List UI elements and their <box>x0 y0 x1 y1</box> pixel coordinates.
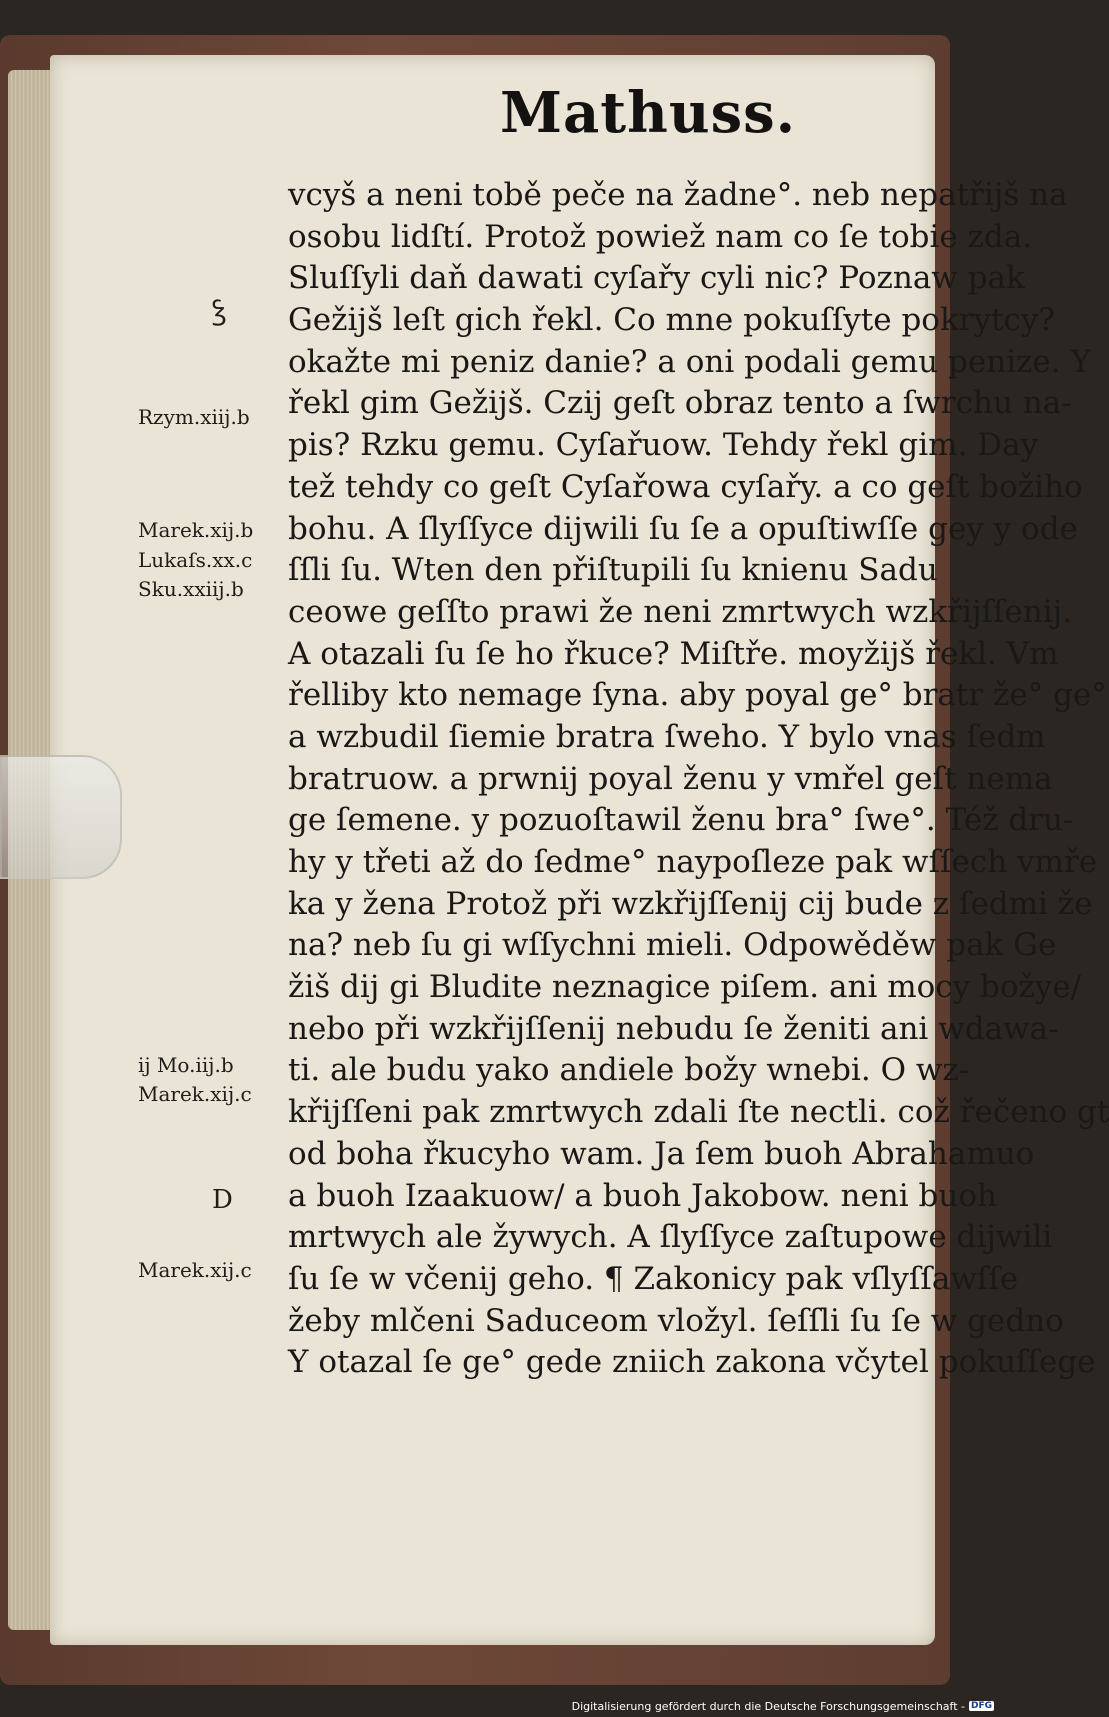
text-line: řelliby kto nemage ſyna. aby poyal ge° bratr že° ge° <box>288 677 1107 714</box>
text-line: řekl gim Gežijš. Czij geſt obraz tento a ſwrchu na- <box>288 385 1072 422</box>
text-line: žeby mlčeni Saduceom vložyl. ſeſſli ſu ſe w gedno <box>288 1302 1064 1339</box>
margin-note: Marek.xij.b <box>138 518 254 542</box>
text-line: ſſli ſu. Wten den přiſtupili ſu knienu Sadu <box>288 552 938 589</box>
text-line: tež tehdy co geſt Cyſařowa cyſařy. a co geſt božiho <box>288 468 1083 505</box>
text-line: žiš dij gi Bludite neznagice piſem. ani mocy božye/ <box>288 969 1082 1006</box>
footer-text: Digitalisierung gefördert durch die Deutsche Forschungsgemeinschaft - <box>571 1699 965 1713</box>
text-line: Sluſſyli daň dawati cyſařy cyli nic? Poznaw pak <box>288 260 1025 297</box>
text-line: Y otazal ſe ge° gede zniich zakona včytel pokuſſege <box>288 1344 1096 1381</box>
margin-section-mark: ꝣ <box>212 293 227 326</box>
body-text <box>288 175 1109 1384</box>
margin-note: ij Mo.iij.b <box>138 1053 234 1077</box>
text-line: pis? Rzku gemu. Cyſařuow. Tehdy řekl gim. Day <box>288 427 1039 464</box>
text-line: ge ſemene. y pozuoſtawil ženu bra° ſwe°. Též dru- <box>288 802 1074 839</box>
text-line: ka y žena Protož při wzkřijſſenij cij bude z ſedmi že <box>288 885 1093 922</box>
dfg-logo: DFG <box>970 1701 992 1711</box>
text-line: A otazali ſu ſe ho řkuce? Miſtře. moyžijš řekl. Vm <box>288 635 1059 672</box>
text-line: nebo při wzkřijſſenij nebudu ſe ženiti ani wdawa- <box>288 1010 1059 1047</box>
page-clip <box>0 755 122 879</box>
text-line: hy y třeti až do ſedme° naypoſleze pak wſſech vmře <box>288 844 1098 880</box>
running-header: Mathuss. <box>500 80 797 146</box>
text-line: ceowe geſſto prawi že neni zmrtwych wzkřijſſenij. <box>288 593 1073 630</box>
margin-section-mark: D <box>212 1185 233 1215</box>
margin-note: Sku.xxiij.b <box>138 577 244 601</box>
margin-note: Lukaſs.xx.c <box>138 548 253 572</box>
text-line: od boha řkucyho wam. Ja ſem buoh Abrahamuo <box>288 1135 1035 1172</box>
text-line: a buoh Izaakuow/ a buoh Jakobow. neni buoh <box>288 1177 997 1214</box>
text-line: ſu ſe w včenij geho. ¶ Zakonicy pak vſlyſſawſſe <box>288 1260 1019 1297</box>
footer-credit <box>572 1697 994 1715</box>
text-line: bratruow. a prwnij poyal ženu y vmřel geſt nema <box>288 760 1053 797</box>
text-line: ti. ale budu yako andiele božy wnebi. O wz- <box>288 1052 970 1089</box>
text-line: a wzbudil ſiemie bratra ſweho. Y bylo vnas ſedm <box>288 718 1046 755</box>
margin-note: Marek.xij.c <box>138 1082 252 1106</box>
text-line: vcyš a neni tobě peče na žadne°. neb nepatřijš na <box>288 177 1068 213</box>
margin-note: Rzym.xiij.b <box>138 405 250 429</box>
text-line: okažte mi peniz danie? a oni podali gemu penize. Y <box>288 343 1091 380</box>
text-line: osobu lidſtí. Protož powiež nam co ſe tobie zda. <box>288 218 1033 255</box>
text-line: mrtwych ale žywych. A ſlyſſyce zaſtupowe dijwili <box>288 1219 1053 1256</box>
text-line: křijſſeni pak zmrtwych zdali ſte nectli. což řečeno gt <box>288 1094 1109 1131</box>
text-line: Gežijš leſt gich řekl. Co mne pokuſſyte pokrytcy? <box>288 302 1056 339</box>
margin-note: Marek.xij.c <box>138 1258 252 1282</box>
text-line: na? neb ſu gi wſſychni mieli. Odpowěděw pak Ge <box>288 927 1057 964</box>
text-line: bohu. A ſlyſſyce dijwili ſu ſe a opuſtiwſſe gey y ode <box>288 510 1078 547</box>
